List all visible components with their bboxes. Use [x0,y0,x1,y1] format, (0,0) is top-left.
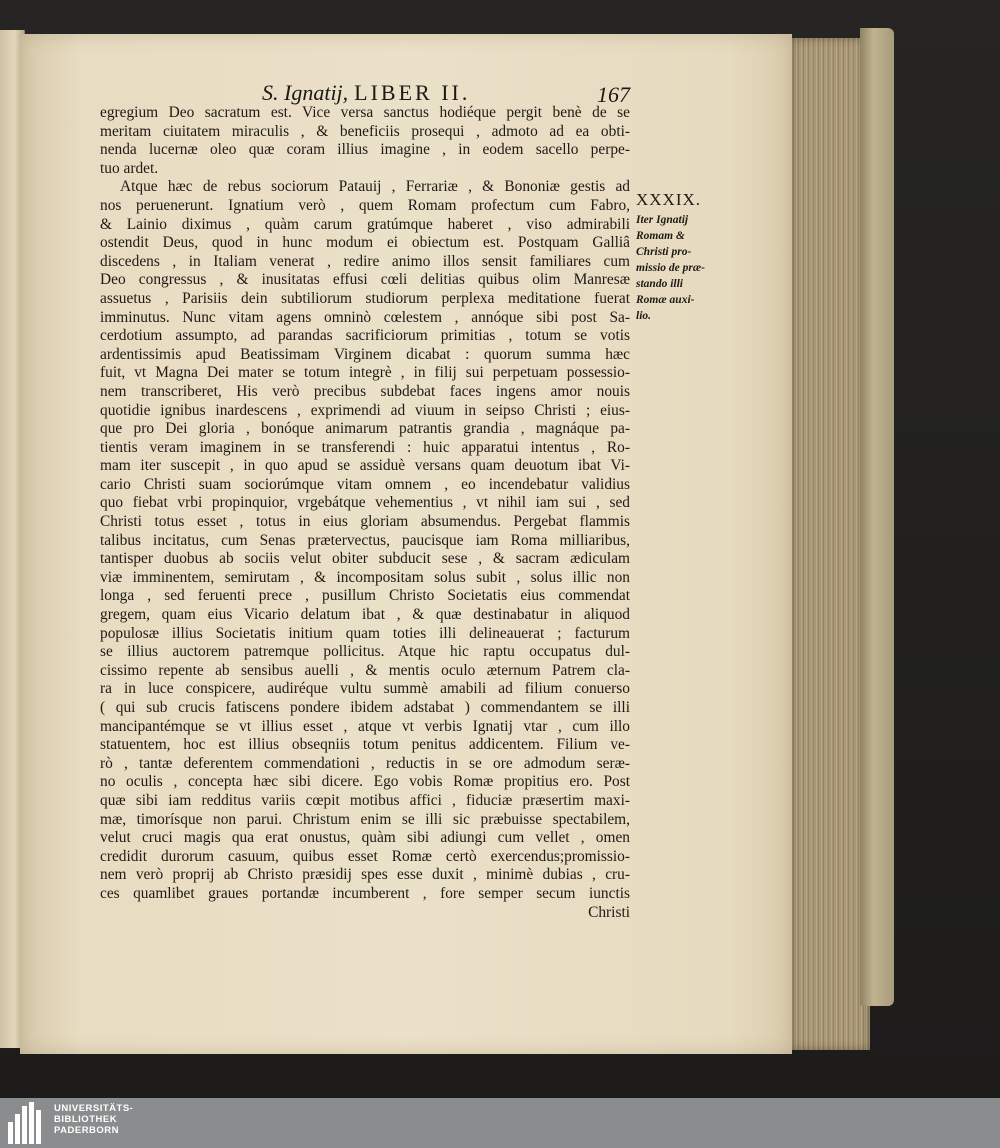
text-line: longa , sed feruenti prece , pusillum Christo Societatis eius commendat [100,587,630,605]
body-text [100,104,630,922]
text-line: ra in luce conspicere, audiréque vultu summè amabili ad filium conuerso [100,680,630,698]
library-footer [0,1098,1000,1148]
text-line: cerdotium assumpto, ad parandas sacrificiorum primitias , totum se votis [100,327,630,345]
text-line: ostendit Deus, quod in hunc modum ei obiectum est. Postquam Galliâ [100,234,630,252]
text-line: se illius auctorem patremque pollicitus. Atque hic raptu occupatus dul- [100,643,630,661]
text-line: nos peruenerunt. Ignatium verò , quem Romam profectum cum Fabro, [100,196,630,214]
text-line: credidit durorum casuum, quibus esset Romæ certò exercendus;promissio- [100,847,630,865]
library-name-line1: UNIVERSITÄTS- [54,1103,134,1114]
text-line: Atque hæc de rebus sociorum Patauij , Ferrariæ , & Bononiæ gestis ad [120,178,630,196]
text-line: Christi totus esset , totus in eius gloriam absumendus. Pergebat flammis [100,513,630,531]
text-line: tientis veram imaginem in se transferendi : huic apparatui intentus , Ro- [100,438,630,456]
text-line: velut cruci magis qua erat onustus, quàm sibi adiungi cum vellet , omen [100,829,630,847]
text-line: fuit, vt Magna Dei mater se totum integrè , in filij sui perpetuam possessio- [100,364,630,382]
text-line: assuetus , Parisiis dein subtiliorum studiorum perplexa meditatione fuerat [100,289,630,307]
margin-section-number: XXXIX. [636,190,702,209]
text-line: que pro Dei gloria , bonóque animarum patrantis grandia , magnáque pa- [100,420,630,438]
text-line: ( qui sub crucis fatiscens pondere ibidem adstabat ) commendantem se illi [100,699,630,716]
margin-note-line: missio de præ- [636,262,705,274]
text-line: tuo ardet. [100,159,159,177]
text-line: populosæ illius Societatis initium quam toties illi delineauerat ; facturum [100,624,630,642]
text-line: no oculis , concepta hæc sibi dicere. Ego vobis Romæ propitius ero. Post [100,773,630,791]
text-line: rò , tantæ deferentem commendationi , reductis in se ore admodum seræ- [100,754,630,772]
text-line: egregium Deo sacratum est. Vice versa sanctus hodiéque pergit benè de se [100,104,630,121]
text-line: gregem, quam eius Vicario delatum ibat , & quæ destinabatur in aliquod [100,606,630,624]
text-line: & Lainio diximus , quàm carum gratúmque haberet , viso admirabili [100,215,630,233]
library-logo-icon [8,1102,48,1144]
text-line: nenda lucernæ oleo quæ coram illius imagine , in eodem sacello perpe- [100,141,630,159]
text-line: quotidie ignibus inardescens , exprimendi ad viuum in seipso Christi ; eius- [100,401,630,419]
text-line: cario Christi suam sociorúmque vitam omnem , eo incendebatur validius [100,475,630,493]
text-line: talibus incitatus, cum Senas prætervectus, paucisque iam Roma milliaribus, [100,531,630,549]
margin-note-line: Romam & [636,230,685,242]
margin-note-line: lio. [636,310,652,322]
text-line: statuentem, hoc est illius obseqniis totum penitus addicentem. Filium ve- [100,736,630,754]
margin-note [636,212,716,324]
text-line: cissimo repente ab sensibus auelli , & mentis oculo æternum Patrem cla- [100,661,630,679]
margin-note-line: Christi pro- [636,246,692,258]
text-line: imminutus. Nunc vitam agens omninò cœlestem , annóque sibi post Sa- [100,308,630,326]
catchword: Christi [588,903,630,921]
library-name-line2: BIBLIOTHEK [54,1114,118,1125]
text-line: nem transcriberet, His verò precibus subdebat faces ingens amor nouis [100,382,630,400]
text-line: tantisper duobus ab sociis velut obiter subducit sese , & sacram ædiculam [100,550,630,568]
text-line: discedens , in Italiam venerat , redire animo illos sensit familiares cum [100,252,630,270]
text-line: quo fiebat vrbi propinquior, vrgebátque vehementius , vt nihil iam sui , sed [100,494,630,512]
text-line: Deo congressus , & inusitatas effusi cœli delitias quibus olim Manresæ [100,271,630,289]
text-line: meritam ciuitatem miraculis , & beneficiis prosequi , admoto ad ea obti- [100,122,630,140]
text-line: mam iter suscepit , in quo apud se assiduè versans quam deuotum ibat Vi- [100,457,630,475]
margin-note-line: Iter Ignatij [636,214,689,226]
book-label: LIBER II. [354,80,471,105]
text-line: ces quamlibet graues portandæ incumberent , fore semper secum iunctis [100,884,630,902]
text-lines [100,104,630,904]
library-name-line3: PADERBORN [54,1125,120,1136]
text-line: mæ, timorísque non parui. Christum enim se illi sic præbuisse spectabilem, [100,810,630,828]
text-line: viæ imminentem, semirutam , & incompositam solus subit , solus illic non [100,568,630,586]
book-cover-edge [860,28,894,1006]
margin-note-line: Romæ auxi- [636,294,695,306]
page-edges [790,38,870,1050]
page-number: 167 [597,82,630,107]
text-line: ardentissimis apud Beatissimam Virginem dicabat : quorum summa hæc [100,345,630,363]
margin-note-line: stando illi [636,278,683,290]
text-line: quæ sibi iam redditus variis cœpit motibus affici , fiduciæ præsertim maxi- [100,791,630,809]
text-line: mancipantémque se vt illius esset , atque vt verbis Ignatij vtar , cum illo [100,717,630,735]
running-title: S. Ignatij, [262,80,349,105]
text-line: nem verò proprij ab Christo præsidij spes esse duxit , minimè dubias , cru- [100,866,630,884]
library-name [54,1103,133,1136]
